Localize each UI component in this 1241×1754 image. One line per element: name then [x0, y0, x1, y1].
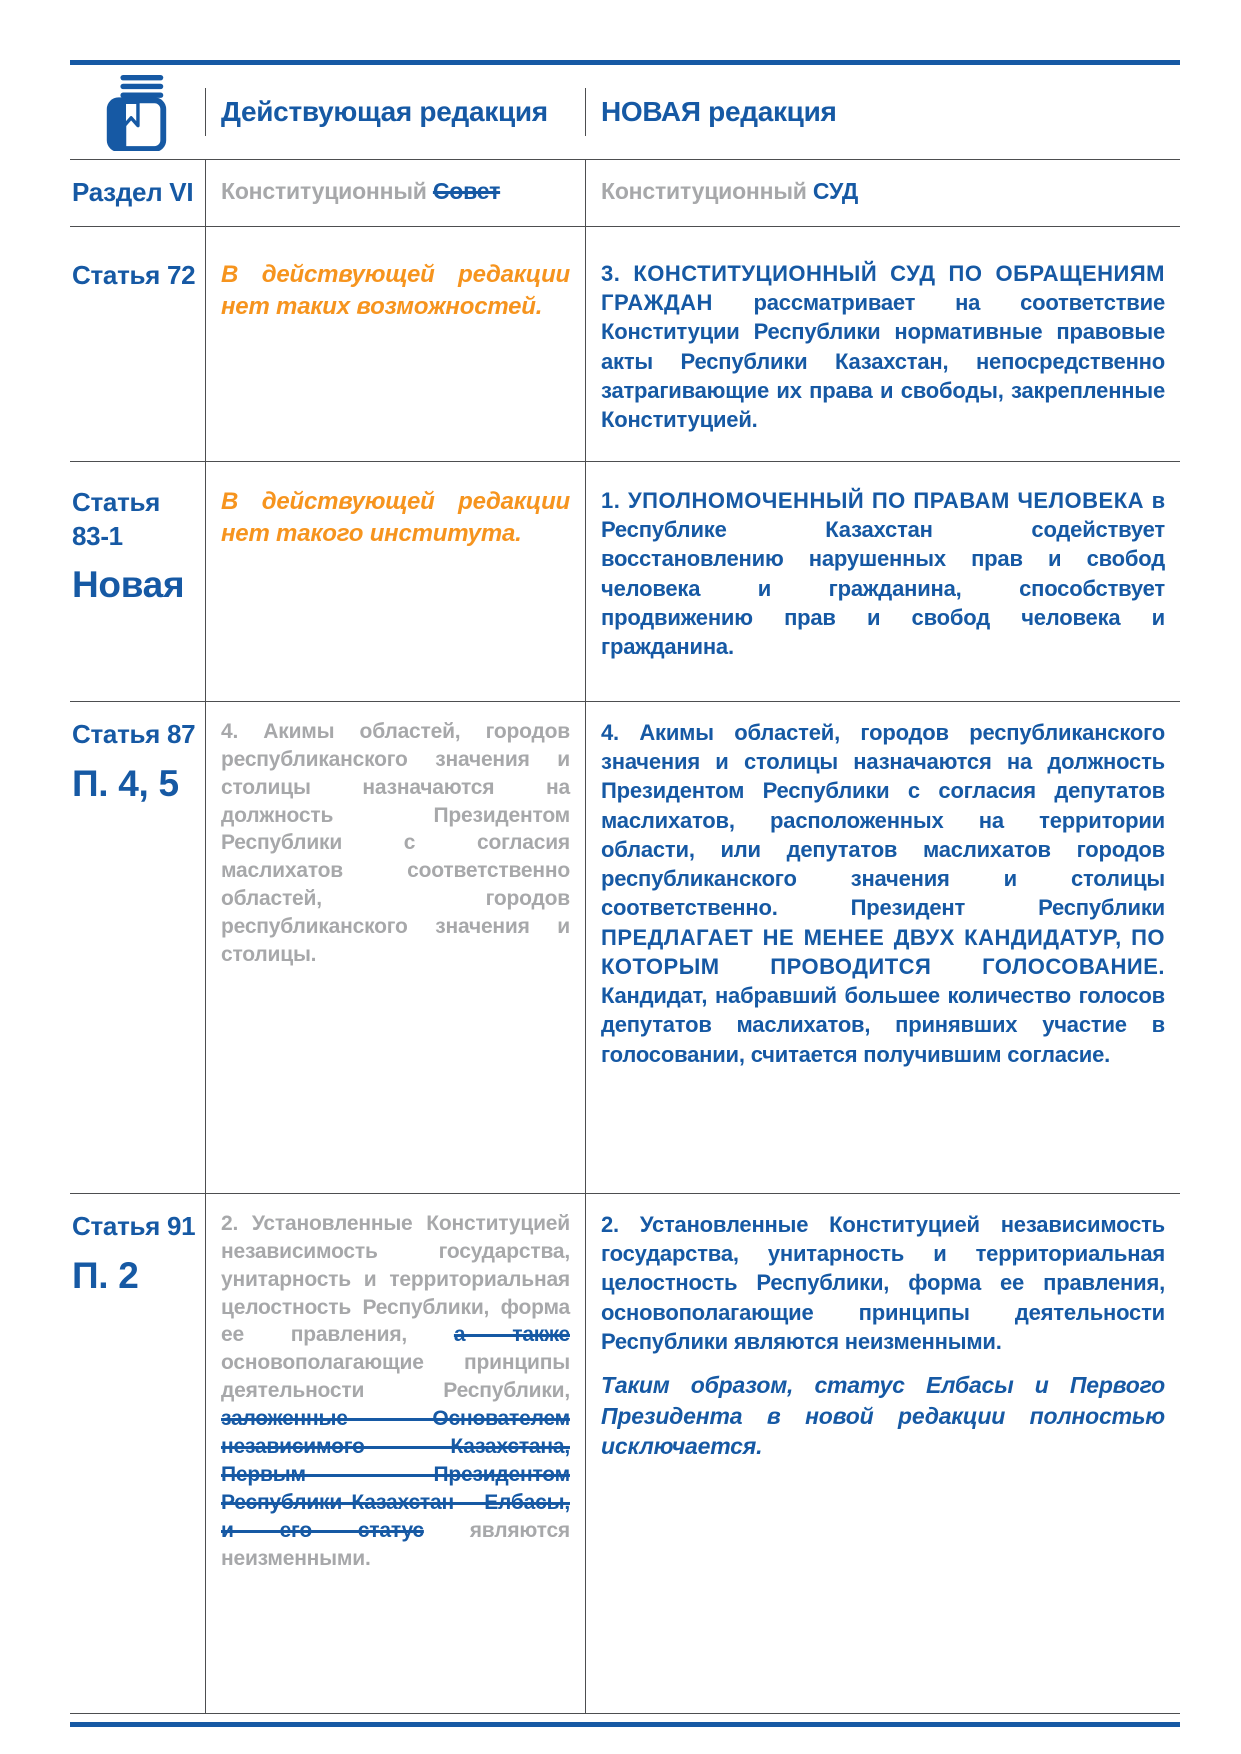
column-header-new: НОВАЯ редакция — [585, 88, 1180, 136]
table-row — [70, 702, 1180, 1194]
new-version-cell — [585, 227, 1180, 461]
current-version-cell — [205, 227, 585, 461]
text-segment: 2. Установленные Конституцией независимость государства, унитарность и территориальная целостность Республики, форма ее правления, — [221, 1211, 570, 1347]
text-segment: Таким образом, статус Елбасы и Первого Президента в новой редакции полностью исключается. — [601, 1372, 1165, 1460]
text-segment: заложенные Основателем независимого Казахстана, Первым Президентом Республики Казахстан – Елбасы, и его статус — [221, 1407, 570, 1542]
paragraph — [221, 259, 570, 323]
table-row — [70, 1194, 1180, 1714]
current-version-cell — [205, 462, 585, 701]
text-segment: ПРЕДЛАГАЕТ НЕ МЕНЕЕ ДВУХ КАНДИДАТУР, ПО КОТОРЫМ ПРОВОДИТСЯ ГОЛОСОВАНИЕ. — [601, 924, 1165, 979]
paragraph — [601, 718, 1165, 1069]
new-version-cell — [585, 160, 1180, 226]
table-header-row — [70, 65, 1180, 160]
paragraph — [221, 1210, 570, 1573]
article-ref — [70, 1194, 205, 1713]
paragraph — [601, 1210, 1165, 1356]
text-segment: Кандидат, набравший большее количество голосов депутатов маслихатов, принявших участие в голосовании, считается получившим согласие. — [601, 983, 1165, 1067]
text-segment: 3. КОНСТИТУЦИОННЫЙ СУД ПО ОБРАЩЕНИЯМ ГРАЖДАН — [601, 260, 1165, 316]
article-ref — [70, 462, 205, 701]
article-ref-label: Статья — [72, 486, 161, 517]
new-version-cell — [585, 462, 1180, 701]
text-segment: 4. Акимы областей, городов республиканского значения и столицы назначаются на должность Президентом Республики с согласия маслихатов соответственно областей, городов республиканского значения и столицы. — [221, 719, 570, 967]
current-version-cell — [205, 702, 585, 1193]
article-ref-sublabel: П. 4, 5 — [72, 762, 179, 804]
comparison-table — [70, 60, 1180, 1727]
article-ref-sublabel: П. 2 — [72, 1254, 139, 1296]
table-row — [70, 160, 1180, 227]
text-segment: В действующей редакции нет такого института. — [221, 487, 570, 547]
text-segment: 1. УПОЛНОМОЧЕННЫЙ ПО ПРАВАМ ЧЕЛОВЕКА — [601, 487, 1152, 513]
text-segment: Конституционный — [601, 178, 813, 204]
text-segment: в Республике Казахстан содействует восстановлению нарушенных прав и свобод человека и гражданина, способствует продвижению прав и свобод человека и гражданина. — [601, 487, 1165, 660]
paragraph — [221, 486, 570, 550]
article-ref-label: Статья 91 — [72, 1210, 196, 1241]
article-ref — [70, 702, 205, 1193]
text-segment: 4. Акимы областей, городов республиканского значения и столицы назначаются на должность Президентом Республики с согласия депутатов маслихатов, расположенных на территории области, или депутатов маслихатов городов республиканского значения и столицы соответственно. Президент Республики — [601, 719, 1165, 921]
table-row — [70, 462, 1180, 702]
paragraph — [601, 176, 1165, 207]
article-ref — [70, 227, 205, 461]
text-segment: основополагающие принципы деятельности Республики, — [221, 1351, 570, 1403]
article-ref-label: Статья 72 — [72, 259, 196, 290]
text-segment: СУД — [812, 178, 859, 204]
text-segment: В действующей редакции нет таких возможностей. — [221, 260, 570, 320]
new-version-cell — [585, 1194, 1180, 1713]
article-ref — [70, 160, 205, 226]
header-icon-cell — [70, 65, 205, 159]
current-version-cell — [205, 1194, 585, 1713]
current-version-cell — [205, 160, 585, 226]
article-ref-sublabel: Новая — [72, 564, 185, 606]
paragraph — [221, 176, 570, 207]
book-icon — [99, 73, 173, 151]
article-ref-label: Статья 87 — [72, 718, 196, 749]
new-version-cell — [585, 702, 1180, 1193]
paragraph — [601, 1370, 1165, 1462]
text-segment: Совет — [432, 178, 501, 204]
text-segment: Конституционный — [221, 178, 433, 204]
text-segment: а также — [453, 1323, 570, 1347]
text-segment: 2. Установленные Конституцией независимость государства, унитарность и территориальная целостность Республики, форма ее правления, основополагающие принципы деятельности Республики являются неизменными. — [601, 1211, 1165, 1354]
paragraph — [601, 486, 1165, 662]
text-segment: рассматривает на соответствие Конституции Республики нормативные правовые акты Республики Казахстан, непосредственно затрагивающие их права и свободы, закрепленные Конституцией. — [601, 290, 1165, 433]
paragraph — [221, 718, 570, 969]
table-row — [70, 227, 1180, 462]
text-segment: являются неизменными. — [221, 1518, 570, 1570]
column-header-current: Действующая редакция — [205, 88, 585, 136]
article-ref-label: Раздел VI — [72, 177, 194, 207]
article-ref-label: 83-1 — [72, 520, 123, 551]
paragraph — [601, 259, 1165, 435]
